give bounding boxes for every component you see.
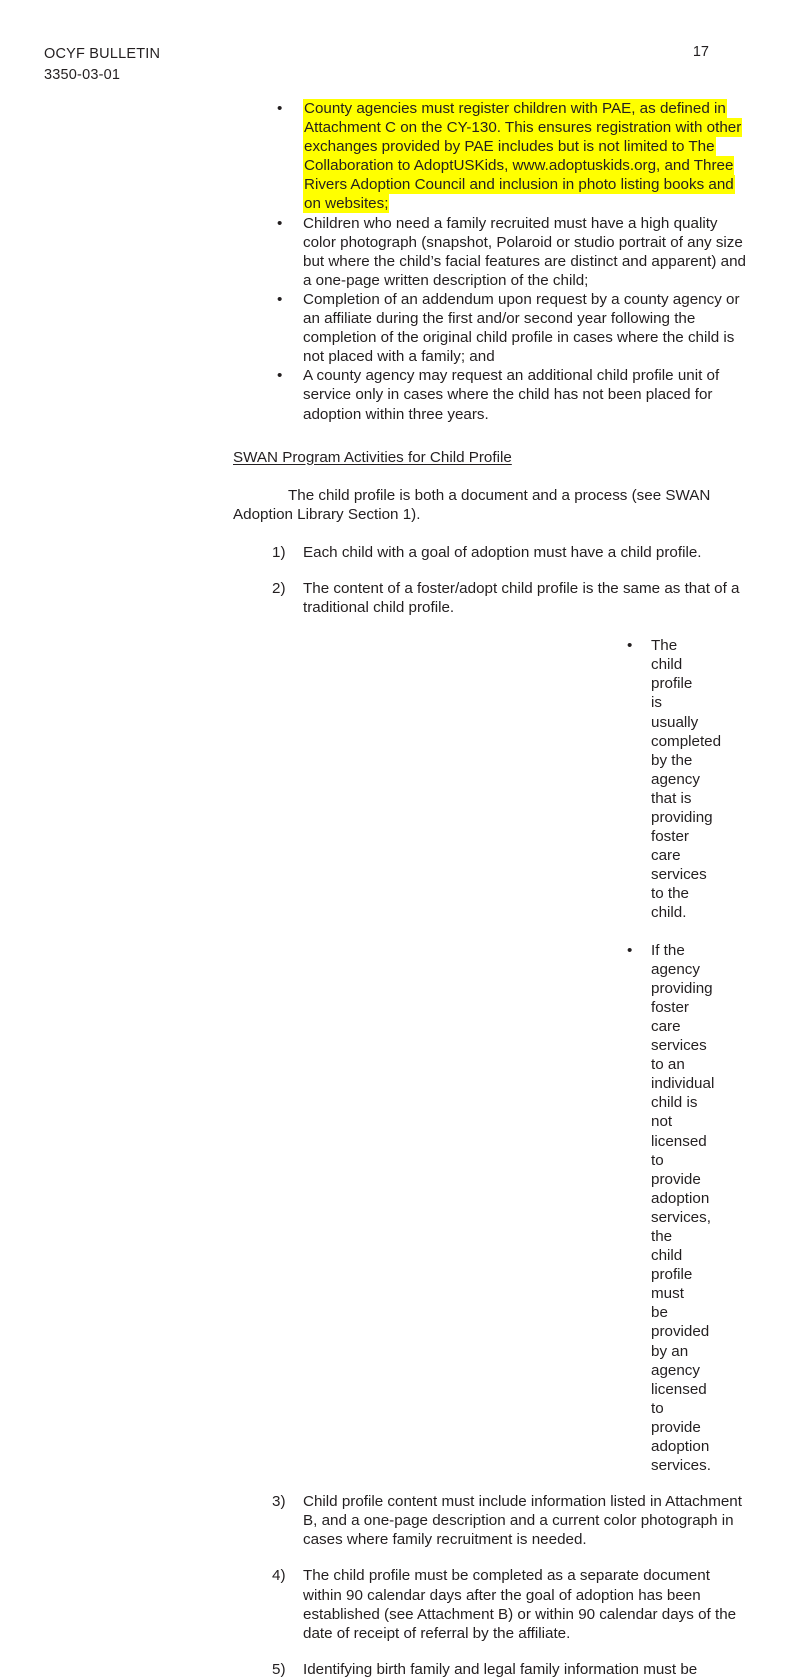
bullet-icon: • <box>277 367 283 385</box>
item-number: 5) <box>272 1660 286 1678</box>
numbered-list <box>0 543 791 1679</box>
bullet-icon: • <box>277 214 283 232</box>
page-number: 17 <box>692 44 709 60</box>
bullet-icon: • <box>627 637 633 655</box>
list-item <box>0 99 791 214</box>
header-left-block <box>44 44 160 85</box>
list-item <box>0 366 791 423</box>
numbered-item <box>0 1660 791 1679</box>
numbered-item <box>0 1492 791 1549</box>
sub-bullet-text: The child profile is usually completed by the agency that is providing foster care services to the child. <box>651 637 722 922</box>
section-heading <box>0 448 791 467</box>
numbered-item-text: The content of a foster/adopt child profile is the same as that of a traditional child profile. <box>303 579 740 617</box>
list-item <box>0 214 791 290</box>
list-item-text: A county agency may request an additional child profile unit of service only in cases where the child has not been placed for adoption within three years. <box>303 367 720 423</box>
section-heading-text: SWAN Program Activities for Child Profile <box>233 448 512 466</box>
numbered-item-text: Identifying birth family and legal family information must be <box>303 1660 698 1678</box>
item-number: 2) <box>272 579 286 597</box>
document-body <box>0 99 791 1679</box>
sub-bullet-list <box>303 636 748 1475</box>
item-number: 1) <box>272 543 286 561</box>
list-item <box>303 636 748 922</box>
lead-paragraph: The child profile is both a document and a process (see SWAN Adoption Library Section 1). <box>233 486 711 523</box>
bulletin-number: 3350-03-01 <box>44 66 121 83</box>
bullet-icon: • <box>277 290 283 308</box>
sub-bullet-text: If the agency providing foster care services to an individual child is not licensed to provide adoption services, the child profile must be provided by an agency licensed to provide adoption services. <box>651 941 715 1475</box>
numbered-item <box>0 1566 791 1642</box>
list-item <box>303 941 748 1476</box>
numbered-item <box>0 579 791 1475</box>
list-item-text: Children who need a family recruited must have a high quality color photograph (snapshot, Polaroid or studio portrait of any size but where the child’s facial features are distinct and apparent) and a one-page written description of the child; <box>303 214 746 289</box>
bullet-icon: • <box>277 100 283 117</box>
highlighted-text: County agencies must register children with PAE, as defined in Attachment C on the CY-130. This ensures registration with other exchanges provided by PAE includes but is not limited to The Collaboration to AdoptUSKids, www.adoptuskids.org, and Three Rivers Adoption Council and inclusion in photo listing books and on websites; <box>304 100 742 213</box>
document-header <box>44 44 747 85</box>
numbered-item-text: Child profile content must include information listed in Attachment B, and a one-page description and a current color photograph in cases where family recruitment is needed. <box>303 1493 742 1549</box>
item-number: 3) <box>272 1493 286 1511</box>
numbered-item <box>0 543 791 562</box>
item-number: 4) <box>272 1567 286 1585</box>
list-item-text: Completion of an addendum upon request by a county agency or an affiliate during the first and/or second year following the completion of the original child profile in cases where the child is not placed with a family; and <box>303 290 740 366</box>
list-item <box>0 290 791 366</box>
page-title: OCYF BULLETIN <box>44 46 161 62</box>
numbered-item-text: Each child with a goal of adoption must have a child profile. <box>303 543 702 561</box>
numbered-item-text: The child profile must be completed as a separate document within 90 calendar days after the goal of adoption has been established (see Attachment B) or within 90 calendar days of the date of receipt of referral by the affiliate. <box>303 1567 737 1642</box>
top-bullet-list <box>0 99 791 424</box>
bullet-icon: • <box>627 941 633 959</box>
list-item-text <box>303 99 748 214</box>
